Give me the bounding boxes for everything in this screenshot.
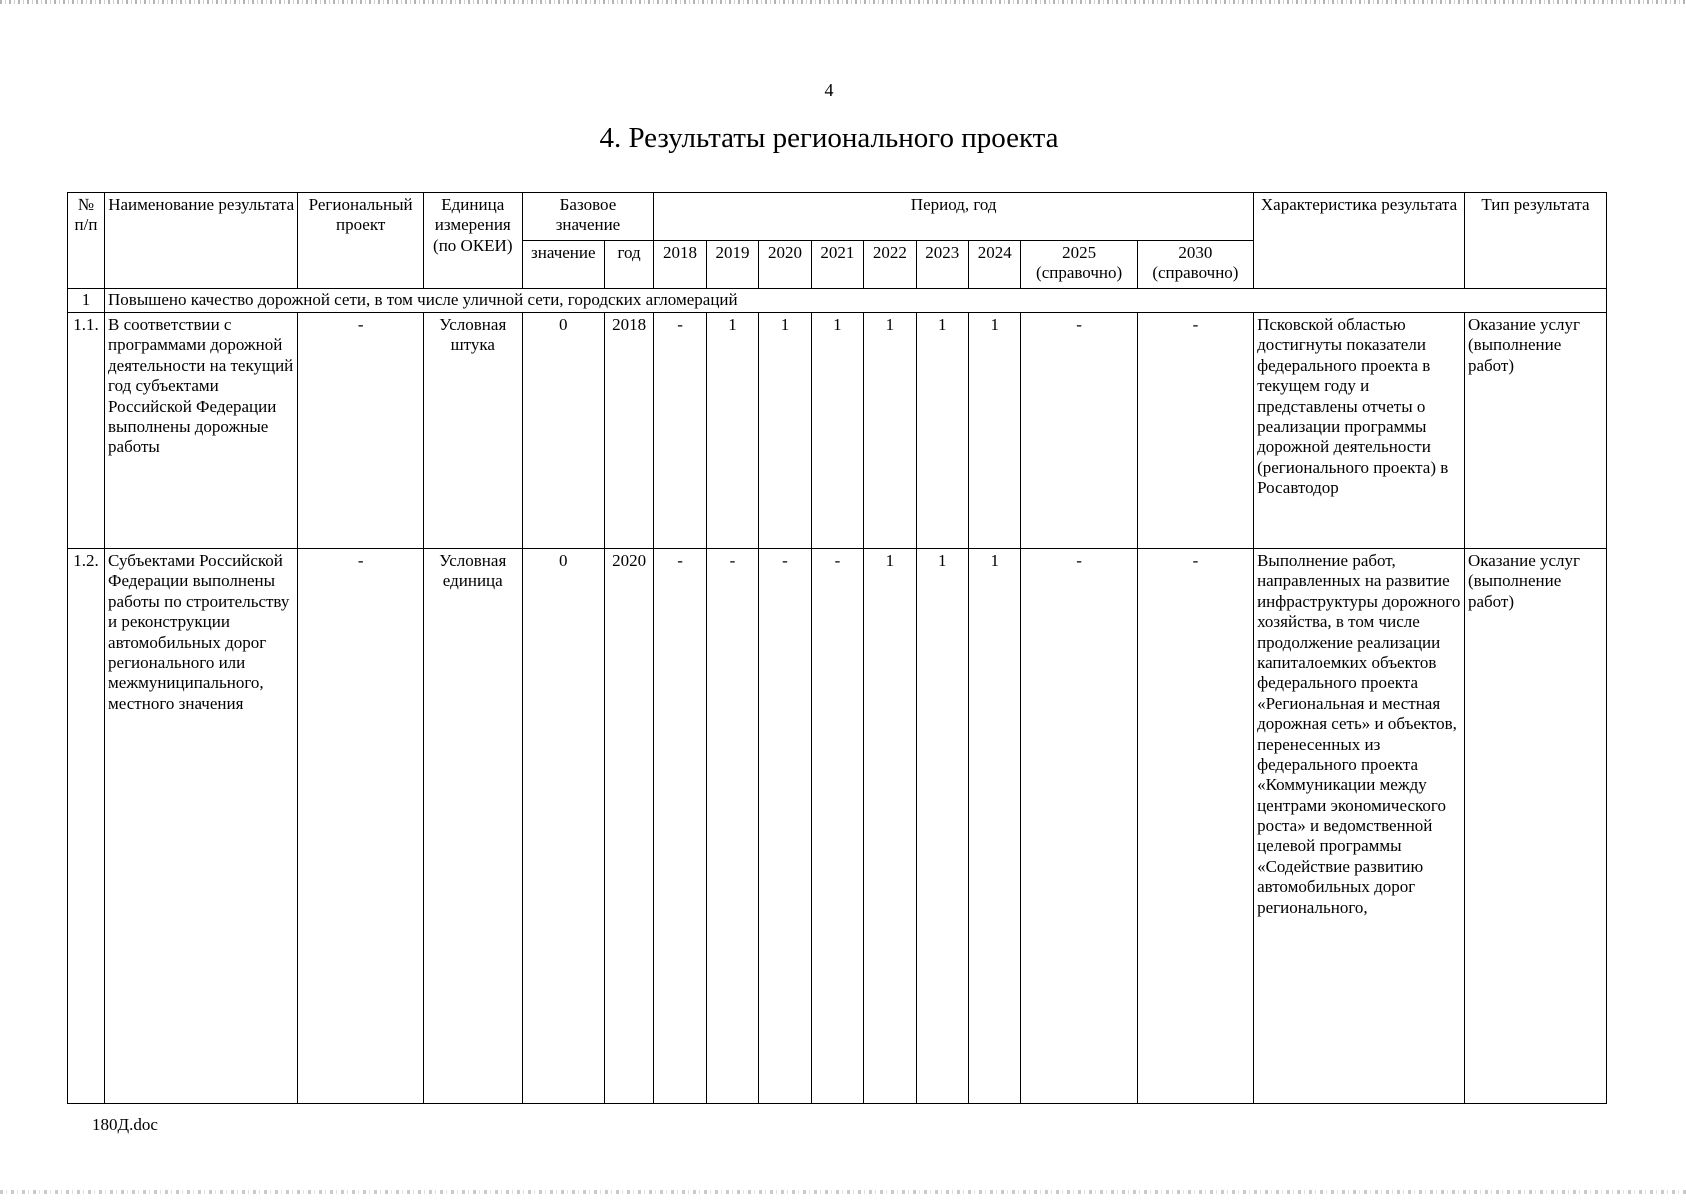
row-value: - <box>759 549 811 1104</box>
row-value: 1 <box>916 549 968 1104</box>
row-value: - <box>811 549 863 1104</box>
header-year: 2021 <box>811 241 863 289</box>
header-base: Базовое значение <box>522 193 654 241</box>
scan-edge-top <box>0 0 1686 4</box>
row-value: 1 <box>811 313 863 549</box>
header-num: № п/п <box>68 193 105 289</box>
row-base-year: 2020 <box>604 549 653 1104</box>
row-value: - <box>654 313 706 549</box>
row-type: Оказание услуг (выполнение работ) <box>1464 549 1606 1104</box>
row-value: - <box>706 549 758 1104</box>
row-value: 1 <box>969 549 1021 1104</box>
header-year: 2024 <box>969 241 1021 289</box>
header-name: Наименование результата <box>105 193 298 289</box>
results-table <box>67 192 1607 1104</box>
header-type: Тип результата <box>1464 193 1606 289</box>
row-base-value: 0 <box>522 313 604 549</box>
table-row <box>68 313 1607 549</box>
header-period: Период, год <box>654 193 1254 241</box>
header-year: 2023 <box>916 241 968 289</box>
footer-filename: 180Д.doc <box>92 1115 158 1134</box>
row-value: 1 <box>759 313 811 549</box>
header-year: 2025 (справочно) <box>1021 241 1137 289</box>
row-num: 1.2. <box>68 549 105 1104</box>
row-base-year: 2018 <box>604 313 653 549</box>
table-row <box>68 549 1607 1104</box>
row-unit: Условная единица <box>423 549 522 1104</box>
row-characteristic: Псковской областью достигнуты показатели федерального проекта в текущем году и представлены отчеты о реализации программы дорожной деятельности (регионального проекта) в Росавтодор <box>1254 313 1465 549</box>
row-value: 1 <box>969 313 1021 549</box>
header-base-value: значение <box>522 241 604 289</box>
header-unit: Единица измерения (по ОКЕИ) <box>423 193 522 289</box>
page-title: 4. Результаты регионального проекта <box>599 122 1059 154</box>
row-value: - <box>654 549 706 1104</box>
row-regional-project: - <box>298 313 423 549</box>
row-name: В соответствии с программами дорожной деятельности на текущий год субъектами Российской Федерации выполнены дорожные работы <box>105 313 298 549</box>
section-title: Повышено качество дорожной сети, в том числе уличной сети, городских агломераций <box>105 289 1607 313</box>
header-base-year: год <box>604 241 653 289</box>
row-value: 1 <box>864 549 916 1104</box>
row-value: - <box>1137 313 1253 549</box>
header-year: 2018 <box>654 241 706 289</box>
scan-edge-bottom <box>0 1190 1686 1194</box>
header-year: 2020 <box>759 241 811 289</box>
row-characteristic: Выполнение работ, направленных на развитие инфраструктуры дорожного хозяйства, в том числе продолжение реализации капиталоемких объектов федерального проекта «Региональная и местная дорожная сеть» и объектов, перенесенных из федерального проекта «Коммуникации между центрами экономического роста» и ведомственной целевой программы «Содействие развитию автомобильных дорог регионального, <box>1254 549 1465 1104</box>
header-year: 2019 <box>706 241 758 289</box>
row-type: Оказание услуг (выполнение работ) <box>1464 313 1606 549</box>
row-unit: Условная штука <box>423 313 522 549</box>
header-characteristic: Характеристика результата <box>1254 193 1465 289</box>
section-num: 1 <box>68 289 105 313</box>
row-name: Субъектами Российской Федерации выполнены работы по строительству и реконструкции автомобильных дорог регионального или межмуниципального, местного значения <box>105 549 298 1104</box>
row-value: - <box>1021 549 1137 1104</box>
header-regional-project: Региональный проект <box>298 193 423 289</box>
header-year: 2022 <box>864 241 916 289</box>
row-regional-project: - <box>298 549 423 1104</box>
page-number: 4 <box>824 80 834 100</box>
row-num: 1.1. <box>68 313 105 549</box>
header-year: 2030 (справочно) <box>1137 241 1253 289</box>
row-value: - <box>1137 549 1253 1104</box>
row-base-value: 0 <box>522 549 604 1104</box>
row-value: 1 <box>916 313 968 549</box>
section-row <box>68 289 1607 313</box>
row-value: 1 <box>864 313 916 549</box>
row-value: 1 <box>706 313 758 549</box>
row-value: - <box>1021 313 1137 549</box>
